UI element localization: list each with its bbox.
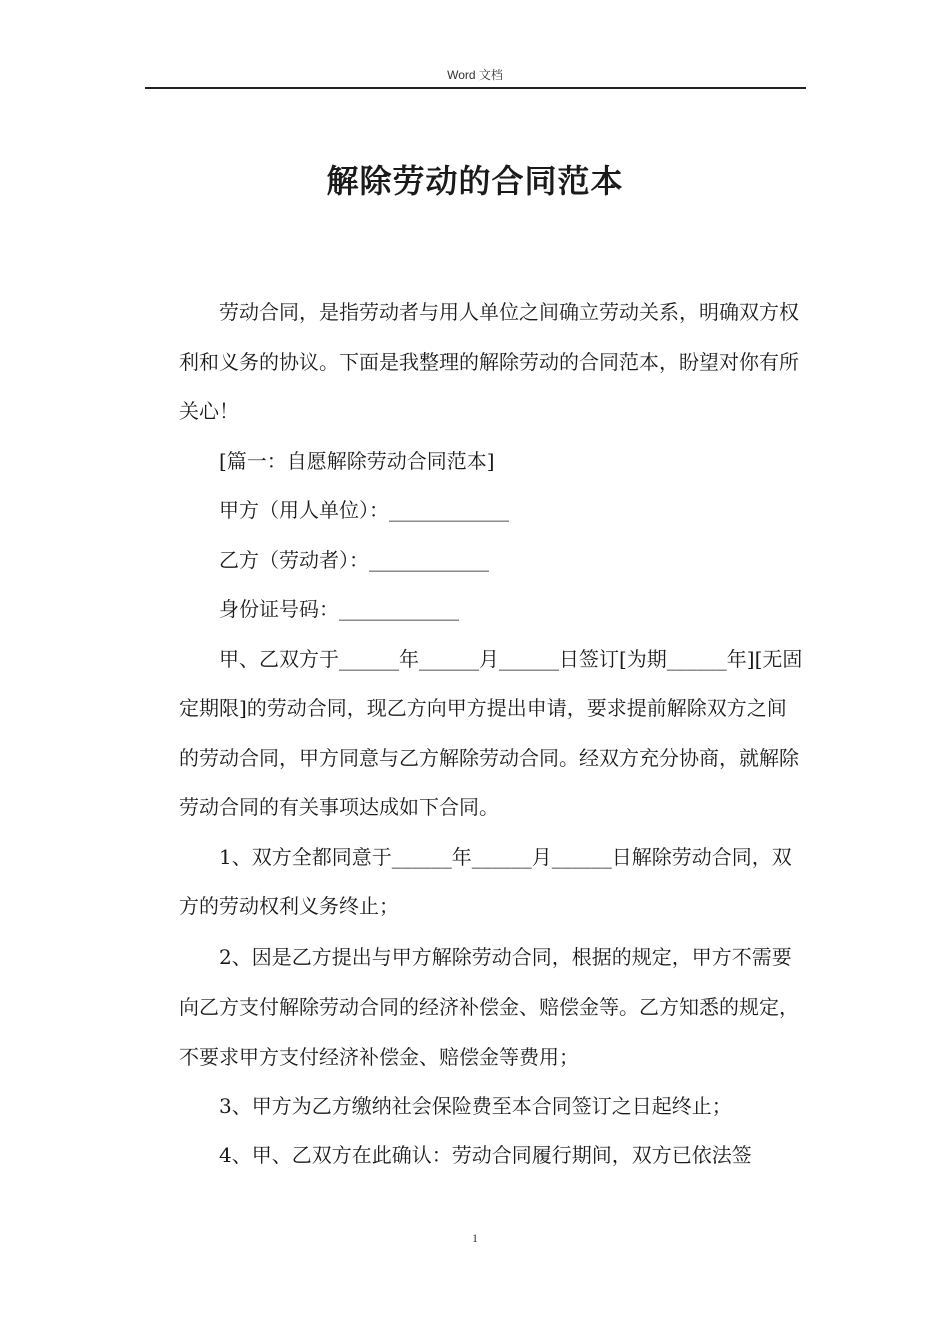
paragraph-clause-2: 2、因是乙方提出与甲方解除劳动合同，根据的规定，甲方不需要向乙方支付解除劳动合同的经济补偿金、赔偿金等。乙方知悉的规定，不要求甲方支付经济补偿金、赔偿金等费用； — [179, 944, 799, 1069]
paragraph-agreement: 甲、乙双方于______年______月______日签订[为期______年][无固定期限]的劳动合同，现乙方向甲方提出申请，要求提前解除双方之间的劳动合同，甲方同意与乙方解除劳动合同。经双方充分协商，就解除劳动合同的有关事项达成如下合同。 — [179, 646, 803, 819]
paragraph-id-number: 身份证号码：____________ — [219, 597, 459, 621]
paragraph-clause-1: 1、双方全都同意于______年______月______日解除劳动合同，双方的劳动权利义务终止； — [179, 844, 792, 918]
paragraph-party-a: 甲方（用人单位）：____________ — [219, 498, 509, 522]
page-header-label: Word 文档 — [447, 68, 503, 82]
document-title: 解除劳动的合同范本 — [326, 162, 624, 200]
document-body — [179, 288, 804, 1181]
page-number: 1 — [472, 1231, 478, 1245]
paragraph-party-b: 乙方（劳动者）：____________ — [219, 547, 489, 572]
paragraph-intro: 劳动合同，是指劳动者与用人单位之间确立劳动关系，明确双方权利和义务的协议。下面是我整理的解除劳动的合同范本，盼望对你有所关心！ — [179, 300, 799, 423]
header-divider — [145, 87, 806, 89]
paragraph-clause-4: 4、甲、乙双方在此确认：劳动合同履行期间，双方已依法签 — [219, 1143, 752, 1167]
paragraph-clause-3: 3、甲方为乙方缴纳社会保险费至本合同签订之日起终止； — [219, 1093, 732, 1118]
paragraph-section-heading: [篇一：自愿解除劳动合同范本] — [219, 448, 495, 473]
